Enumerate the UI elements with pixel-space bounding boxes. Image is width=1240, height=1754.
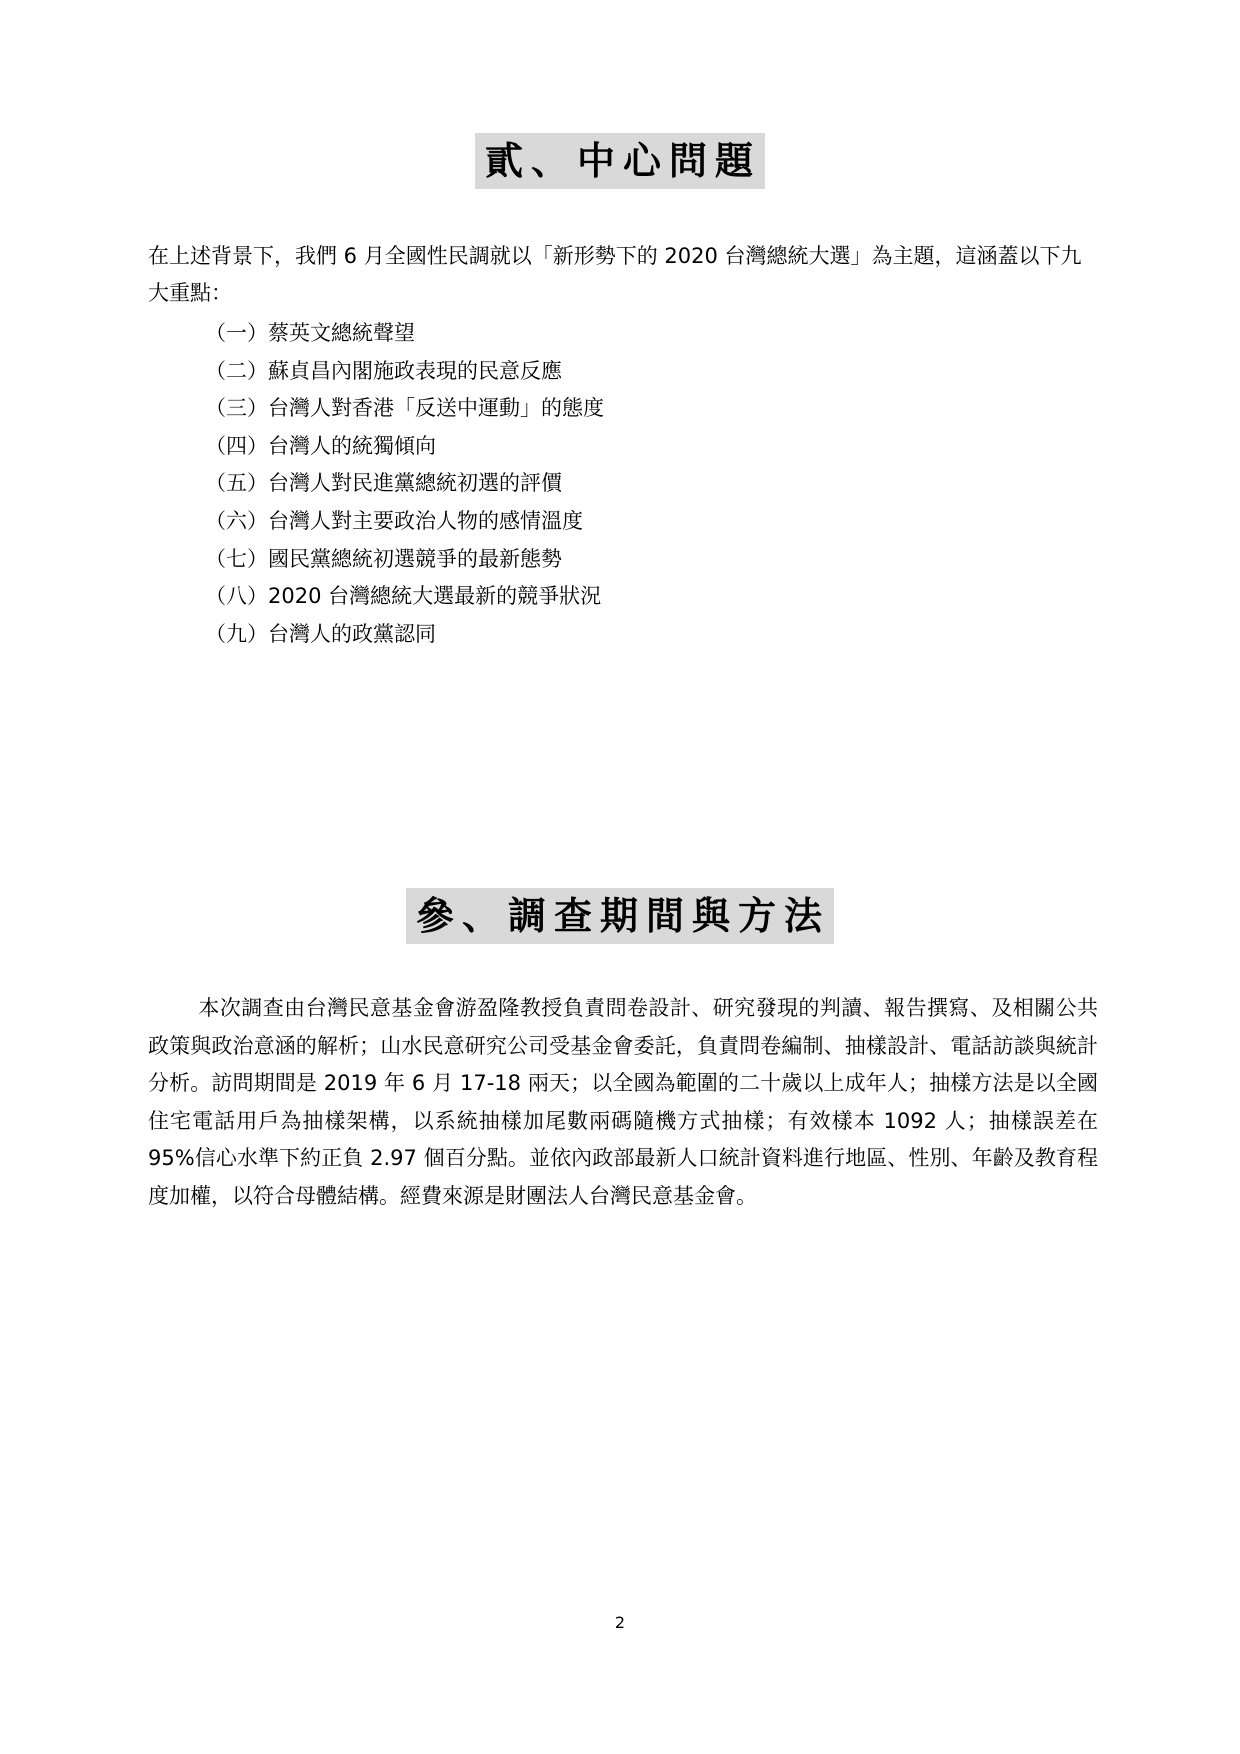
list-item: （四）台灣人的統獨傾向 xyxy=(205,433,436,458)
list-item: （一）蔡英文總統聲望 xyxy=(205,321,415,345)
section-3-title: 參、調查期間與方法 xyxy=(406,888,834,944)
list-item: （六）台灣人對主要政治人物的感情溫度 xyxy=(205,508,583,533)
section-2-title: 貳、中心問題 xyxy=(475,133,765,189)
section-3-heading xyxy=(0,888,1240,944)
methodology-text: 本次調查由台灣民意基金會游盈隆教授負責問卷設計、研究發現的判讀、報告撰寫、及相關公共政策與政治意涵的解析；山水民意研究公司受基金會委託，負責問卷編制、抽樣設計、電話訪談與統計分析。訪問期間是 2019 年 6 月 17-18 兩天；以全國為範圍的二十歲以上成年人；抽樣方法是以全國住宅電話用戶為抽樣架構，以系統抽樣加尾數兩碼隨機方式抽樣；有效樣本 1092 人；抽樣誤差在 95%信心水準下約正負 2.97 個百分點。並依內政部最新人口統計資料進行地區、性別、年齡及教育程度加權，以符合母體結構。經費來源是財團法人台灣民意基金會。 xyxy=(148,996,1098,1208)
list-item: （九）台灣人的政黨認同 xyxy=(205,621,436,646)
list-item: （三）台灣人對香港「反送中運動」的態度 xyxy=(205,396,604,421)
methodology-paragraph xyxy=(148,990,1098,1215)
list-item: （八）2020 台灣總統大選最新的競爭狀況 xyxy=(205,584,602,609)
section-2-heading xyxy=(0,133,1240,189)
list-item: （五）台灣人對民進黨總統初選的評價 xyxy=(205,471,562,496)
key-points-list xyxy=(205,315,604,653)
page-number: 2 xyxy=(614,1613,626,1632)
list-item: （二）蘇貞昌內閣施政表現的民意反應 xyxy=(205,358,562,383)
list-item: （七）國民黨總統初選競爭的最新態勢 xyxy=(205,546,562,571)
section-2-intro: 在上述背景下，我們 6 月全國性民調就以「新形勢下的 2020 台灣總統大選」為主題，這涵蓋以下九大重點： xyxy=(148,244,1082,305)
